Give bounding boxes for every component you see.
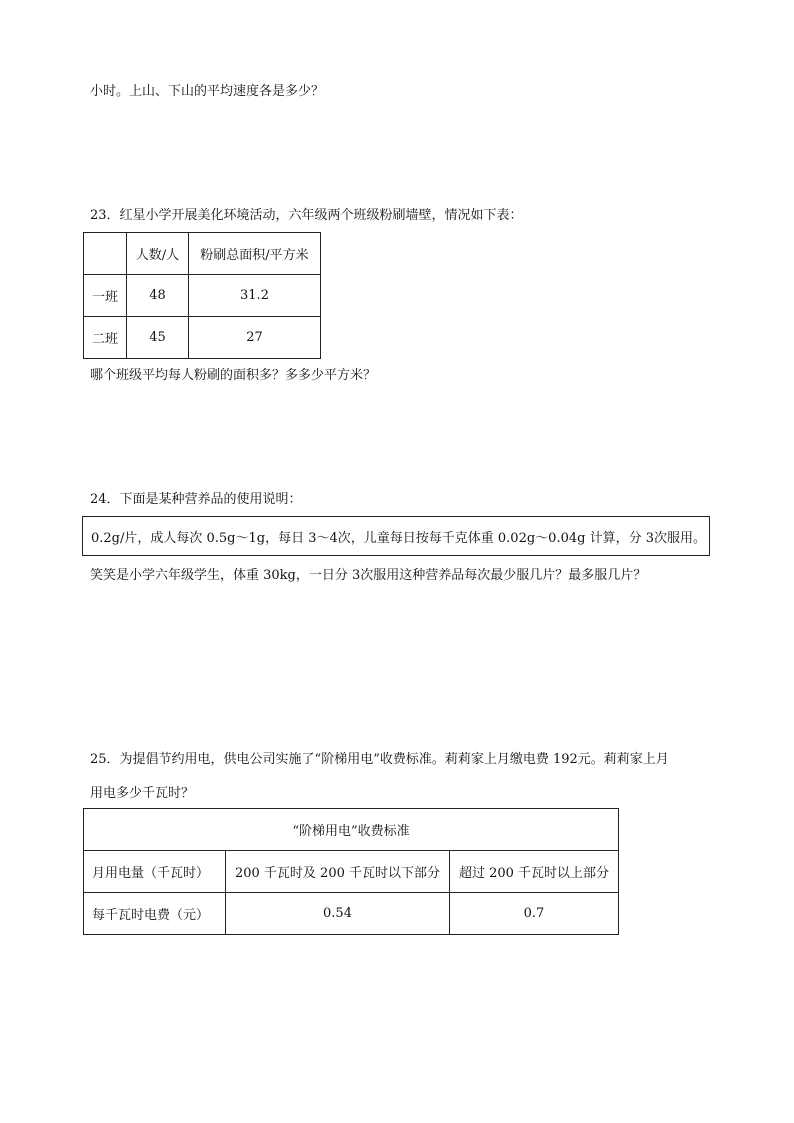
table-cell: 0.7 (450, 893, 619, 935)
row-label: 二班 (84, 317, 127, 359)
q23-table (83, 232, 321, 359)
header-cell: 粉刷总面积/平方米 (189, 233, 321, 275)
q24-question: 笑笑是小学六年级学生，体重 30kg，一日分 3次服用这种营养品每次最少服几片？最多服几片？ (90, 568, 647, 583)
q25-title-line2: 用电多少千瓦时？ (90, 786, 195, 801)
q24-title: 24．下面是某种营养品的使用说明： (90, 492, 302, 507)
row-label: 一班 (84, 275, 127, 317)
q24-instruction-box: 0.2g/片，成人每次 0.5g～1g，每日 3～4次，儿童每日按每千克体重 0.02g～0.04g 计算，分 3次服用。 (82, 516, 710, 556)
table-cell: 超过 200 千瓦时以上部分 (450, 851, 619, 893)
table-cell: 0.54 (226, 893, 450, 935)
row-label: 每千瓦时电费（元） (84, 893, 226, 935)
table-row (84, 275, 321, 317)
q23-question: 哪个班级平均每人粉刷的面积多？多多少平方米？ (90, 368, 377, 383)
q25-title-line1: 25．为提倡节约用电，供电公司实施了“阶梯用电”收费标准。莉莉家上月缴电费 192元。莉莉家上月 (90, 752, 669, 767)
table-cell: 200 千瓦时及 200 千瓦时以下部分 (226, 851, 450, 893)
q23-title: 23．红星小学开展美化环境活动，六年级两个班级粉刷墙壁，情况如下表： (90, 208, 523, 223)
header-cell (84, 233, 127, 275)
table-row (84, 233, 321, 275)
table-cell: 48 (127, 275, 189, 317)
header-cell: 人数/人 (127, 233, 189, 275)
table-row (84, 851, 619, 893)
table-row (84, 317, 321, 359)
table-row (84, 893, 619, 935)
table-row (84, 809, 619, 851)
q22-tail-text: 小时。上山、下山的平均速度各是多少？ (90, 84, 325, 99)
table-cell: 31.2 (189, 275, 321, 317)
table-cell: 27 (189, 317, 321, 359)
q25-table (83, 808, 619, 935)
table-cell: 45 (127, 317, 189, 359)
row-label: 月用电量（千瓦时） (84, 851, 226, 893)
table-title-cell: “阶梯用电”收费标准 (84, 809, 619, 851)
